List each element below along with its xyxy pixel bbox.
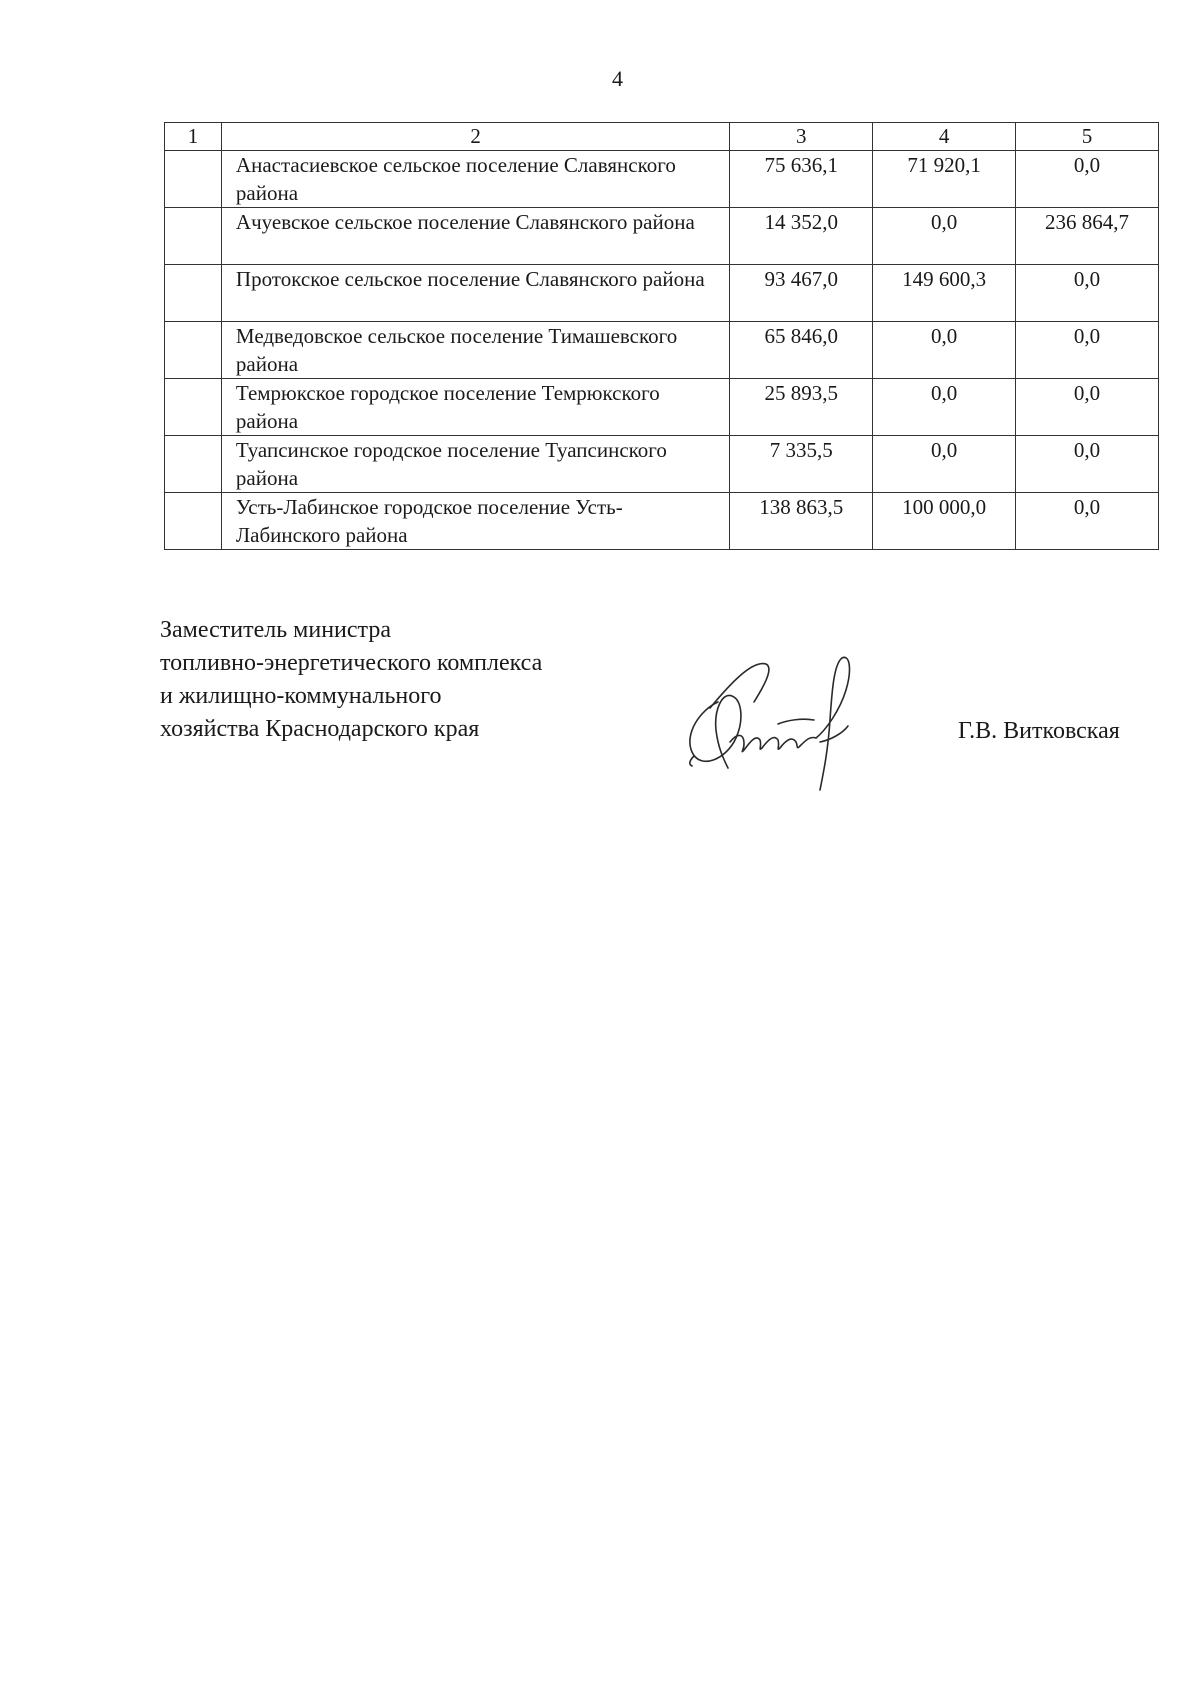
table-row bbox=[165, 379, 1159, 436]
signer-name: Г.В. Витковская bbox=[958, 718, 1120, 744]
table-row bbox=[165, 436, 1159, 493]
settlement-name-cell: Туапсинское городское поселение Туапсинского района bbox=[221, 436, 729, 493]
settlement-name-cell: Анастасиевское сельское поселение Славянского района bbox=[221, 151, 729, 208]
value-cell-col4: 0,0 bbox=[873, 208, 1016, 265]
table-row bbox=[165, 493, 1159, 550]
value-cell-col4: 0,0 bbox=[873, 379, 1016, 436]
value-cell-col3: 65 846,0 bbox=[730, 322, 873, 379]
value-cell-col3: 25 893,5 bbox=[730, 379, 873, 436]
value-cell-col3: 7 335,5 bbox=[730, 436, 873, 493]
row-number-cell bbox=[165, 208, 222, 265]
value-cell-col5: 0,0 bbox=[1016, 265, 1159, 322]
value-cell-col3: 138 863,5 bbox=[730, 493, 873, 550]
header-cell-5: 5 bbox=[1016, 123, 1159, 151]
table-row bbox=[165, 265, 1159, 322]
handwritten-signature-icon bbox=[670, 650, 910, 800]
settlement-name-cell: Медведовское сельское поселение Тимашевского района bbox=[221, 322, 729, 379]
signatory-title-line: топливно-энергетического комплекса bbox=[160, 650, 543, 676]
signatory-title-line: хозяйства Краснодарского края bbox=[160, 716, 480, 742]
value-cell-col3: 93 467,0 bbox=[730, 265, 873, 322]
value-cell-col4: 100 000,0 bbox=[873, 493, 1016, 550]
table-body bbox=[165, 123, 1159, 550]
value-cell-col4: 71 920,1 bbox=[873, 151, 1016, 208]
row-number-cell bbox=[165, 151, 222, 208]
settlement-name-cell: Протокское сельское поселение Славянского района bbox=[221, 265, 729, 322]
value-cell-col3: 75 636,1 bbox=[730, 151, 873, 208]
settlement-name-cell: Усть-Лабинское городское поселение Усть-Лабинского района bbox=[221, 493, 729, 550]
value-cell-col5: 0,0 bbox=[1016, 493, 1159, 550]
value-cell-col4: 0,0 bbox=[873, 322, 1016, 379]
signatory-title-line: Заместитель министра bbox=[160, 617, 391, 643]
table-row bbox=[165, 208, 1159, 265]
value-cell-col5: 0,0 bbox=[1016, 322, 1159, 379]
value-cell-col4: 149 600,3 bbox=[873, 265, 1016, 322]
signature-block bbox=[160, 614, 542, 746]
data-table bbox=[164, 122, 1159, 550]
row-number-cell bbox=[165, 379, 222, 436]
value-cell-col4: 0,0 bbox=[873, 436, 1016, 493]
value-cell-col3: 14 352,0 bbox=[730, 208, 873, 265]
header-cell-3: 3 bbox=[730, 123, 873, 151]
row-number-cell bbox=[165, 436, 222, 493]
value-cell-col5: 0,0 bbox=[1016, 436, 1159, 493]
row-number-cell bbox=[165, 265, 222, 322]
settlement-name-cell: Темрюкское городское поселение Темрюкского района bbox=[221, 379, 729, 436]
signatory-title-line: и жилищно-коммунального bbox=[160, 683, 442, 709]
table-row bbox=[165, 151, 1159, 208]
row-number-cell bbox=[165, 493, 222, 550]
settlement-name-cell: Ачуевское сельское поселение Славянского района bbox=[221, 208, 729, 265]
row-number-cell bbox=[165, 322, 222, 379]
header-cell-2: 2 bbox=[221, 123, 729, 151]
table-header-row bbox=[165, 123, 1159, 151]
value-cell-col5: 0,0 bbox=[1016, 379, 1159, 436]
header-cell-4: 4 bbox=[873, 123, 1016, 151]
table-row bbox=[165, 322, 1159, 379]
header-cell-1: 1 bbox=[165, 123, 222, 151]
value-cell-col5: 0,0 bbox=[1016, 151, 1159, 208]
page-number: 4 bbox=[612, 66, 623, 91]
value-cell-col5: 236 864,7 bbox=[1016, 208, 1159, 265]
